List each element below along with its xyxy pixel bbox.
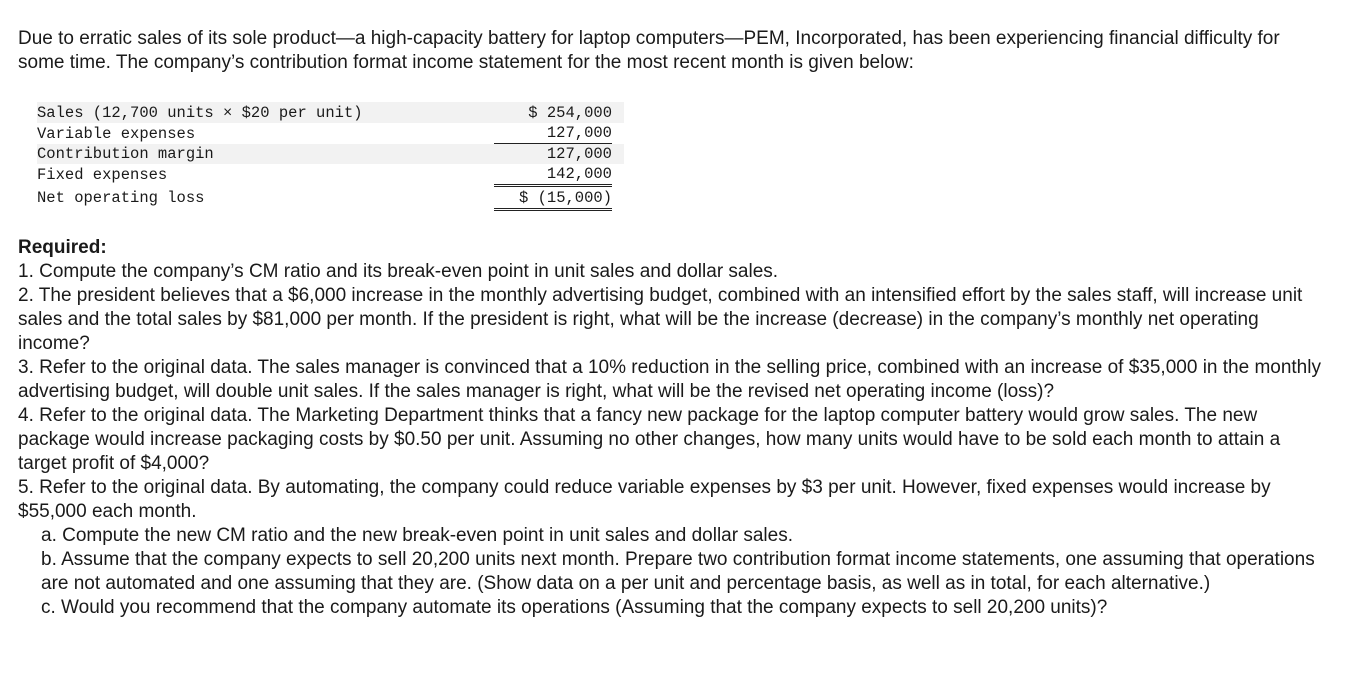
income-statement-table [37, 102, 624, 211]
requirement-5b: b. Assume that the company expects to sell 20,200 units next month. Prepare two contribution format income statements, one assuming that operations are not automated and one assuming that they are. (Show data on a per unit and percentage basis, as well as in total, for each alternative.) [41, 549, 1315, 594]
requirement-4: 4. Refer to the original data. The Marketing Department thinks that a fancy new package for the laptop computer battery would grow sales. The new package would increase packaging costs by $0.50 per unit. Assuming no other changes, how many units would have to be sold each month to attain a target profit of $4,000? [18, 405, 1281, 474]
row-amount: $ 254,000 [528, 103, 612, 122]
statement-row-net-operating-loss [37, 185, 624, 211]
requirement-1: 1. Compute the company’s CM ratio and its break-even point in unit sales and dollar sales. [18, 261, 779, 282]
statement-row-sales [37, 102, 624, 123]
problem-page [18, 27, 1328, 620]
requirement-3: 3. Refer to the original data. The sales manager is convinced that a 10% reduction in the selling price, combined with an increase of $35,000 in the monthly advertising budget, will double unit sales. If the sales manager is right, what will be the revised net operating income (loss)? [18, 357, 1321, 402]
requirement-2: 2. The president believes that a $6,000 increase in the monthly advertising budget, combined with an intensified effort by the sales staff, will increase unit sales and the total sales by $81,000 per month. If the president is right, what will be the increase (decrease) in the company’s monthly net operating income? [18, 285, 1303, 354]
row-label: Contribution margin [37, 144, 492, 165]
statement-row-variable-expenses [37, 123, 624, 144]
requirement-5: 5. Refer to the original data. By automating, the company could reduce variable expenses by $3 per unit. However, fixed expenses would increase by $55,000 each month. [18, 477, 1271, 522]
row-label: Fixed expenses [37, 166, 168, 184]
statement-row-fixed-expenses [37, 164, 624, 185]
row-amount: $ (15,000) [494, 186, 612, 211]
row-label: Net operating loss [37, 189, 205, 207]
row-amount: 127,000 [546, 145, 612, 163]
row-label: Sales (12,700 units × $20 per unit) [37, 102, 492, 123]
row-amount: 142,000 [494, 164, 612, 185]
requirement-5a: a. Compute the new CM ratio and the new break-even point in unit sales and dollar sales. [41, 525, 793, 546]
statement-row-contribution-margin [37, 144, 624, 165]
intro-paragraph: Due to erratic sales of its sole product—a high-capacity battery for laptop computers—PEM, Incorporated, has been experiencing financial difficulty for some time. The company’s contribution format income statement for the most recent month is given below: [18, 28, 1280, 73]
row-amount: 127,000 [494, 123, 612, 144]
row-label: Variable expenses [37, 124, 196, 143]
requirement-5c: c. Would you recommend that the company automate its operations (Assuming that the company expects to sell 20,200 units)? [41, 597, 1108, 618]
required-heading: Required: [18, 237, 107, 258]
